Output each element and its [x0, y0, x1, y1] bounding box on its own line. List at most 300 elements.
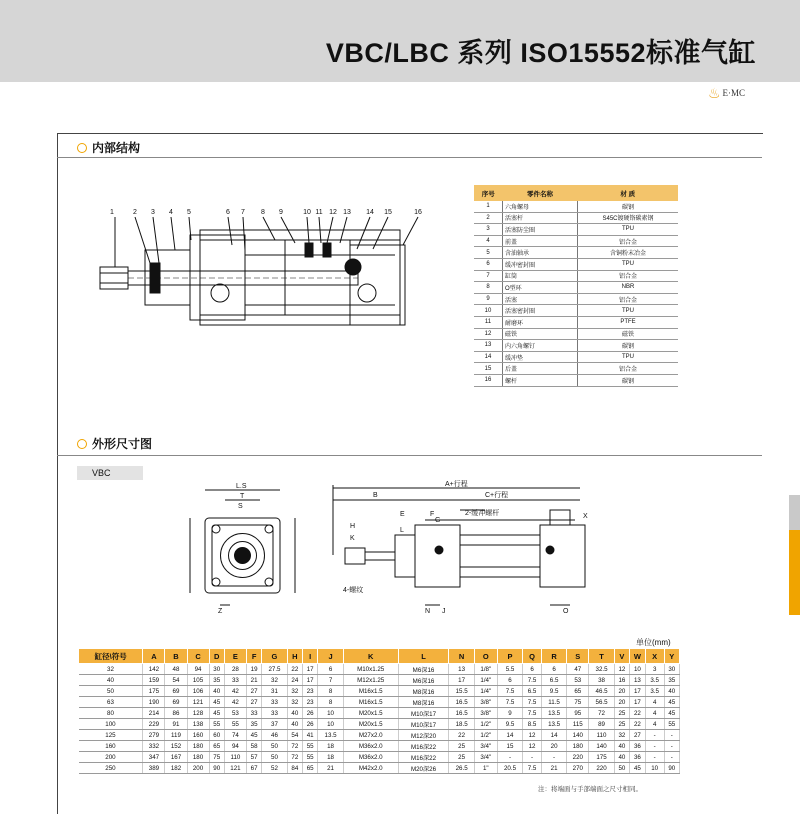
- dimension-table-cell: 54: [165, 675, 187, 686]
- dimension-table-cell: M8深16: [398, 697, 449, 708]
- dimension-table-cell: 3/4": [474, 741, 497, 752]
- dimension-table-cell: 40: [79, 675, 143, 686]
- dimension-table-cell: 142: [143, 664, 165, 675]
- dimension-table-cell: 54: [287, 730, 302, 741]
- parts-table-cell: 碳钢: [578, 340, 679, 352]
- dimension-table-cell: 8: [318, 686, 343, 697]
- dimension-table-cell: 175: [143, 686, 165, 697]
- dimension-table-cell: 1/2": [474, 719, 497, 730]
- parts-table: [474, 185, 678, 387]
- dimension-table-cell: 47: [567, 664, 589, 675]
- dimension-table-cell: 21: [541, 763, 566, 774]
- dimension-table-cell: M20深26: [398, 763, 449, 774]
- dimension-header-cell: B: [165, 649, 187, 664]
- dimension-table-cell: 7.5: [523, 675, 542, 686]
- dimension-table-cell: 60: [209, 730, 224, 741]
- dimension-table-cell: 72: [287, 741, 302, 752]
- parts-table-row: [474, 258, 678, 270]
- dimension-table: [78, 648, 680, 774]
- dimension-table-cell: M10深17: [398, 719, 449, 730]
- dimension-table-cell: 138: [187, 719, 209, 730]
- dimension-table-cell: 45: [246, 730, 261, 741]
- dimension-table-cell: 182: [165, 763, 187, 774]
- cylinder-barrel-shape: [200, 230, 400, 325]
- dimension-table-cell: 6: [541, 664, 566, 675]
- parts-table-cell: 活塞防尘圈: [503, 224, 578, 236]
- dimension-table-cell: 41: [303, 730, 318, 741]
- dimension-table-cell: 6: [497, 675, 522, 686]
- dimension-header-cell: W: [630, 649, 646, 664]
- dimension-table-cell: 50: [262, 752, 287, 763]
- dimension-header-cell: T: [589, 649, 614, 664]
- label-f: F: [430, 511, 435, 518]
- parts-table-cell: 9: [474, 293, 503, 305]
- callout-2: 2: [133, 209, 137, 216]
- dimension-table-cell: 45: [630, 763, 646, 774]
- parts-table-cell: 活塞杆: [503, 212, 578, 224]
- dimension-table-cell: 25: [614, 719, 629, 730]
- dimension-table-cell: 20: [541, 741, 566, 752]
- dimension-table-cell: 119: [165, 730, 187, 741]
- dimension-table-cell: 6.5: [541, 675, 566, 686]
- dimension-table-cell: 100: [79, 719, 143, 730]
- dimension-table-cell: 22: [630, 719, 646, 730]
- dimension-table-cell: 11.5: [541, 697, 566, 708]
- dimension-header-cell: G: [262, 649, 287, 664]
- dimension-table-cell: 4: [645, 719, 664, 730]
- label-t: T: [240, 493, 245, 500]
- dimension-table-cell: 80: [79, 708, 143, 719]
- callout-9: 9: [279, 209, 283, 216]
- dimension-table-cell: 18: [318, 741, 343, 752]
- parts-table-cell: 缓冲密封圈: [503, 258, 578, 270]
- parts-table-row: [474, 201, 678, 212]
- dimension-header-cell: L: [398, 649, 449, 664]
- dimension-table-cell: 180: [187, 741, 209, 752]
- parts-table-cell: TPU: [578, 305, 679, 317]
- parts-table-cell: 铝合金: [578, 270, 679, 282]
- dimension-table-cell: 46.5: [589, 686, 614, 697]
- dimension-table-cell: 110: [224, 752, 246, 763]
- parts-table-cell: 15: [474, 363, 503, 375]
- parts-table-cell: 内六角螺钉: [503, 340, 578, 352]
- dimension-table-row: [79, 741, 680, 752]
- dimension-table-cell: 32: [287, 686, 302, 697]
- dimension-table-cell: 45: [209, 697, 224, 708]
- dimension-table-cell: 37: [262, 719, 287, 730]
- model-tab-vbc: VBC: [77, 466, 143, 480]
- footnote: 注：将端面与手部端面之尺寸相同。: [538, 786, 642, 793]
- dimension-table-cell: 160: [79, 741, 143, 752]
- dimension-table-cell: 105: [187, 675, 209, 686]
- parts-table-cell: PTFE: [578, 316, 679, 328]
- dimension-table-cell: M6深16: [398, 664, 449, 675]
- label-e: E: [400, 511, 405, 518]
- dimension-header-cell: R: [541, 649, 566, 664]
- label-n: N: [425, 608, 431, 615]
- divider: [57, 157, 762, 158]
- parts-table-cell: 1: [474, 201, 503, 212]
- dimension-table-cell: 200: [79, 752, 143, 763]
- dimension-table-cell: 72: [589, 708, 614, 719]
- dimension-table-cell: 65: [567, 686, 589, 697]
- dimension-table-row: [79, 675, 680, 686]
- parts-table-cell: 前盖: [503, 235, 578, 247]
- parts-table-cell: 缓冲垫: [503, 351, 578, 363]
- dimension-header-cell: O: [474, 649, 497, 664]
- dimension-table-row: [79, 686, 680, 697]
- dimension-header-cell: F: [246, 649, 261, 664]
- dimension-table-cell: 42: [224, 697, 246, 708]
- label-h: H: [350, 523, 356, 530]
- dimension-table-cell: 55: [209, 719, 224, 730]
- dimension-table-cell: 3/4": [474, 752, 497, 763]
- dimension-table-cell: M16深22: [398, 741, 449, 752]
- dimension-table-cell: -: [645, 741, 664, 752]
- dimension-table-cell: 17: [303, 675, 318, 686]
- parts-table-row: [474, 235, 678, 247]
- dimension-table-cell: 27: [630, 730, 646, 741]
- label-x: X: [583, 513, 588, 520]
- dimension-table-cell: 22: [287, 664, 302, 675]
- dimension-table-cell: 57: [246, 752, 261, 763]
- dimension-table-cell: 25: [449, 752, 474, 763]
- dimension-table-cell: 106: [187, 686, 209, 697]
- dimension-table-cell: 7.5: [523, 763, 542, 774]
- parts-table-row: [474, 374, 678, 386]
- page-title: VBC/LBC 系列 ISO15552标准气缸: [325, 38, 756, 68]
- dimension-table-cell: M20x1.5: [343, 708, 398, 719]
- dimension-table-cell: -: [523, 752, 542, 763]
- label-l: L: [400, 527, 404, 534]
- parts-table-row: [474, 224, 678, 236]
- label-g: G: [435, 517, 441, 524]
- divider: [57, 455, 762, 456]
- dimension-table-cell: 250: [79, 763, 143, 774]
- dimension-table-cell: 55: [303, 752, 318, 763]
- dimension-table-cell: 10: [318, 719, 343, 730]
- dimension-table-cell: 52: [262, 763, 287, 774]
- section-title-internal: [77, 139, 140, 156]
- dimension-table-cell: 74: [224, 730, 246, 741]
- dimension-table-cell: M16x1.5: [343, 697, 398, 708]
- dimension-table-cell: 65: [209, 741, 224, 752]
- dimension-table-cell: -: [645, 752, 664, 763]
- dimension-table-cell: 32.5: [589, 664, 614, 675]
- header-bar: [0, 0, 800, 82]
- dimension-table-cell: 14: [541, 730, 566, 741]
- dimension-table-row: [79, 730, 680, 741]
- parts-table-cell: 耐磨环: [503, 316, 578, 328]
- dimension-table-cell: 33: [246, 708, 261, 719]
- parts-table-row: [474, 328, 678, 340]
- dimension-table-cell: 20: [614, 697, 629, 708]
- dimension-table-cell: 229: [143, 719, 165, 730]
- front-view-drawing: [180, 480, 305, 620]
- dimension-header-cell: K: [343, 649, 398, 664]
- dimension-table-cell: 35: [664, 675, 679, 686]
- dimension-table-cell: 35: [209, 675, 224, 686]
- dimension-header-cell: Q: [523, 649, 542, 664]
- front-cover-shape: [415, 525, 460, 587]
- dimension-header-cell: J: [318, 649, 343, 664]
- dimension-table-cell: 18.5: [449, 719, 474, 730]
- dimension-header-cell: S: [567, 649, 589, 664]
- dimension-table-cell: 90: [209, 763, 224, 774]
- dimension-table-cell: 32: [287, 697, 302, 708]
- dimension-table-cell: M16深22: [398, 752, 449, 763]
- parts-table-cell: 5: [474, 247, 503, 259]
- parts-table-cell: 3: [474, 224, 503, 236]
- dimension-table-cell: 15.5: [449, 686, 474, 697]
- dimension-table-row: [79, 697, 680, 708]
- parts-table-cell: 6: [474, 258, 503, 270]
- dimension-table-cell: 30: [209, 664, 224, 675]
- dimension-table-cell: 32: [262, 675, 287, 686]
- section-title-outline-text: 外形尺寸图: [92, 437, 153, 451]
- dimension-table-cell: 56.5: [589, 697, 614, 708]
- dimension-table-cell: 33: [224, 675, 246, 686]
- dimension-table-row: [79, 708, 680, 719]
- dimension-table-cell: 12: [614, 664, 629, 675]
- dimension-table-cell: 19: [246, 664, 261, 675]
- dimension-table-cell: M12深20: [398, 730, 449, 741]
- dimension-table-cell: 90: [664, 763, 679, 774]
- dimension-header-cell: P: [497, 649, 522, 664]
- dimension-table-cell: 21: [318, 763, 343, 774]
- dimension-table-cell: -: [645, 730, 664, 741]
- dimension-table-cell: 1/4": [474, 675, 497, 686]
- dimension-table-cell: 6: [318, 664, 343, 675]
- side-view-drawing: [325, 480, 590, 615]
- dimension-header-cell: H: [287, 649, 302, 664]
- side-tab-orange: [789, 530, 800, 615]
- dimension-table-cell: 7.5: [523, 697, 542, 708]
- dimension-table-cell: 31: [262, 686, 287, 697]
- parts-table-row: [474, 340, 678, 352]
- bullet-icon: [77, 439, 87, 449]
- dimension-table-cell: 17: [303, 664, 318, 675]
- dimension-table-cell: 13.5: [541, 708, 566, 719]
- dimension-table-cell: 115: [567, 719, 589, 730]
- dimension-table-cell: 3/8": [474, 708, 497, 719]
- callout-16: 16: [414, 209, 422, 216]
- parts-table-cell: 活塞: [503, 293, 578, 305]
- dimension-table-cell: 1": [474, 763, 497, 774]
- dimension-header-cell: C: [187, 649, 209, 664]
- callout-8: 8: [261, 209, 265, 216]
- parts-table-cell: 2: [474, 212, 503, 224]
- brand-logo: [708, 86, 745, 103]
- dimension-table-row: [79, 752, 680, 763]
- dimension-table-cell: 32: [614, 730, 629, 741]
- label-ls: L.S: [236, 483, 247, 490]
- dimension-table-cell: 12: [523, 741, 542, 752]
- dimension-table-cell: 180: [567, 741, 589, 752]
- dimension-table-cell: M36x2.0: [343, 741, 398, 752]
- dimension-table-cell: 13.5: [541, 719, 566, 730]
- dimension-table-cell: 50: [262, 741, 287, 752]
- callout-1: 1: [110, 209, 114, 216]
- dimension-table-cell: 50: [614, 763, 629, 774]
- dimension-table-cell: 7.5: [497, 686, 522, 697]
- dimension-header-cell: D: [209, 649, 224, 664]
- dimension-table-cell: 17: [630, 686, 646, 697]
- bullet-icon: [77, 143, 87, 153]
- dimension-table-cell: 65: [303, 763, 318, 774]
- parts-table-cell: 螺杆: [503, 374, 578, 386]
- dimension-table-cell: 95: [567, 708, 589, 719]
- dimension-header-cell: I: [303, 649, 318, 664]
- dimension-table-cell: 23: [303, 697, 318, 708]
- parts-table-cell: 活塞密封圈: [503, 305, 578, 317]
- label-cushion: 2-缓冲螺杆: [465, 510, 500, 517]
- label-o: O: [563, 608, 569, 615]
- dimension-table-cell: 140: [567, 730, 589, 741]
- dimension-table-cell: 15: [497, 741, 522, 752]
- dimension-table-cell: M27x2.0: [343, 730, 398, 741]
- parts-table-cell: 4: [474, 235, 503, 247]
- dimension-table-cell: 160: [187, 730, 209, 741]
- dimension-table-cell: 5.5: [497, 664, 522, 675]
- parts-table-row: [474, 363, 678, 375]
- dimension-table-cell: 7.5: [497, 697, 522, 708]
- parts-table-cell: 8: [474, 282, 503, 294]
- dimension-table-cell: 6.5: [523, 686, 542, 697]
- dimension-table-cell: 1/8": [474, 664, 497, 675]
- dimension-table-cell: 46: [262, 730, 287, 741]
- dimension-table-cell: M10x1.25: [343, 664, 398, 675]
- dimension-table-cell: M20x1.5: [343, 719, 398, 730]
- parts-table-cell: 铝合金: [578, 293, 679, 305]
- dimension-table-cell: -: [541, 752, 566, 763]
- dimension-table-cell: 94: [224, 741, 246, 752]
- dimension-table-cell: 30: [664, 664, 679, 675]
- dimension-table-cell: 4: [645, 708, 664, 719]
- dimension-table-cell: 40: [287, 708, 302, 719]
- dimension-table-cell: 125: [79, 730, 143, 741]
- parts-header-cell: 材 质: [578, 185, 679, 201]
- dimension-table-cell: M42x2.0: [343, 763, 398, 774]
- dimension-table-cell: 10: [645, 763, 664, 774]
- dimension-table-cell: 27: [246, 686, 261, 697]
- dimension-table-cell: M8深16: [398, 686, 449, 697]
- parts-table-cell: S45C镀硬铬碳素钢: [578, 212, 679, 224]
- dimension-table-cell: 55: [664, 719, 679, 730]
- parts-table-cell: 13: [474, 340, 503, 352]
- parts-table-cell: 碳钢: [578, 374, 679, 386]
- callout-15: 15: [384, 209, 392, 216]
- dimension-table-cell: 84: [287, 763, 302, 774]
- dimension-table-row: [79, 664, 680, 675]
- dimension-table-header: [79, 649, 680, 664]
- parts-header-cell: 零件名称: [503, 185, 578, 201]
- parts-table-row: [474, 351, 678, 363]
- dimension-table-cell: 27.5: [262, 664, 287, 675]
- dimension-table-cell: 26: [303, 708, 318, 719]
- dimension-table-cell: 7.5: [523, 708, 542, 719]
- dimension-table-cell: 1/4": [474, 686, 497, 697]
- dimension-header-cell: V: [614, 649, 629, 664]
- callout-14: 14: [366, 209, 374, 216]
- dimension-table-cell: 9.5: [541, 686, 566, 697]
- brand-logo-text: E·MC: [722, 88, 745, 98]
- dimension-table-cell: 42: [224, 686, 246, 697]
- dimension-table-cell: 220: [567, 752, 589, 763]
- dimension-table-cell: 75: [567, 697, 589, 708]
- callout-13: 13: [343, 209, 351, 216]
- parts-table-cell: 12: [474, 328, 503, 340]
- dimension-table-cell: 121: [224, 763, 246, 774]
- callout-7: 7: [241, 209, 245, 216]
- parts-table-cell: 14: [474, 351, 503, 363]
- dimension-table-cell: 14: [497, 730, 522, 741]
- rear-cover-shape: [540, 525, 585, 587]
- label-nut-thread: 4-螺纹: [343, 587, 364, 594]
- callout-4: 4: [169, 209, 173, 216]
- dimension-table-cell: 20: [614, 686, 629, 697]
- parts-table-cell: 六角螺母: [503, 201, 578, 212]
- parts-table-row: [474, 270, 678, 282]
- section-title-outline: [77, 435, 152, 452]
- rod-nut-shape: [345, 548, 365, 564]
- label-a: A+行程: [445, 481, 468, 488]
- parts-table-cell: O型环: [503, 282, 578, 294]
- callout-6: 6: [226, 209, 230, 216]
- dimension-table-cell: 7: [318, 675, 343, 686]
- dimension-table-cell: 3.5: [645, 686, 664, 697]
- dimension-table-cell: 10: [318, 708, 343, 719]
- unit-label: 单位(mm): [636, 638, 671, 647]
- callout-12: 12: [329, 209, 337, 216]
- dimension-table-cell: 17: [449, 675, 474, 686]
- dimension-table-cell: 40: [614, 752, 629, 763]
- callout-5: 5: [187, 209, 191, 216]
- section-title-internal-text: 内部结构: [92, 141, 141, 155]
- dimension-table-cell: 32: [79, 664, 143, 675]
- dimension-table-cell: 36: [630, 752, 646, 763]
- dimension-table-cell: 13: [449, 664, 474, 675]
- internal-structure-drawing: [95, 205, 435, 335]
- dimension-table-cell: 17: [630, 697, 646, 708]
- dimension-table-cell: 279: [143, 730, 165, 741]
- dimension-table-cell: 75: [209, 752, 224, 763]
- dimension-table-cell: 214: [143, 708, 165, 719]
- dimension-table-cell: 1/2": [474, 730, 497, 741]
- parts-table-cell: 磁铁: [503, 328, 578, 340]
- label-z: Z: [218, 608, 223, 615]
- dimension-table-cell: 167: [165, 752, 187, 763]
- dimension-table-cell: 20.5: [497, 763, 522, 774]
- dimension-table-cell: 8.5: [523, 719, 542, 730]
- dimension-table-cell: 21: [246, 675, 261, 686]
- dimension-table-cell: 22: [449, 730, 474, 741]
- dimension-table-cell: 91: [165, 719, 187, 730]
- dimension-table-cell: -: [497, 752, 522, 763]
- dimension-table-cell: 3: [645, 664, 664, 675]
- parts-table-cell: 含铜粉末冶金: [578, 247, 679, 259]
- dimension-table-cell: 27: [246, 697, 261, 708]
- parts-table-cell: 后盖: [503, 363, 578, 375]
- dimension-table-cell: 10: [630, 664, 646, 675]
- parts-table-cell: 碳钢: [578, 201, 679, 212]
- dimension-table-cell: 26: [303, 719, 318, 730]
- dimension-table-cell: 3/8": [474, 697, 497, 708]
- label-s: S: [238, 503, 243, 510]
- parts-table-cell: 铝合金: [578, 235, 679, 247]
- dimension-table-cell: 121: [187, 697, 209, 708]
- dimension-table-cell: 45: [664, 697, 679, 708]
